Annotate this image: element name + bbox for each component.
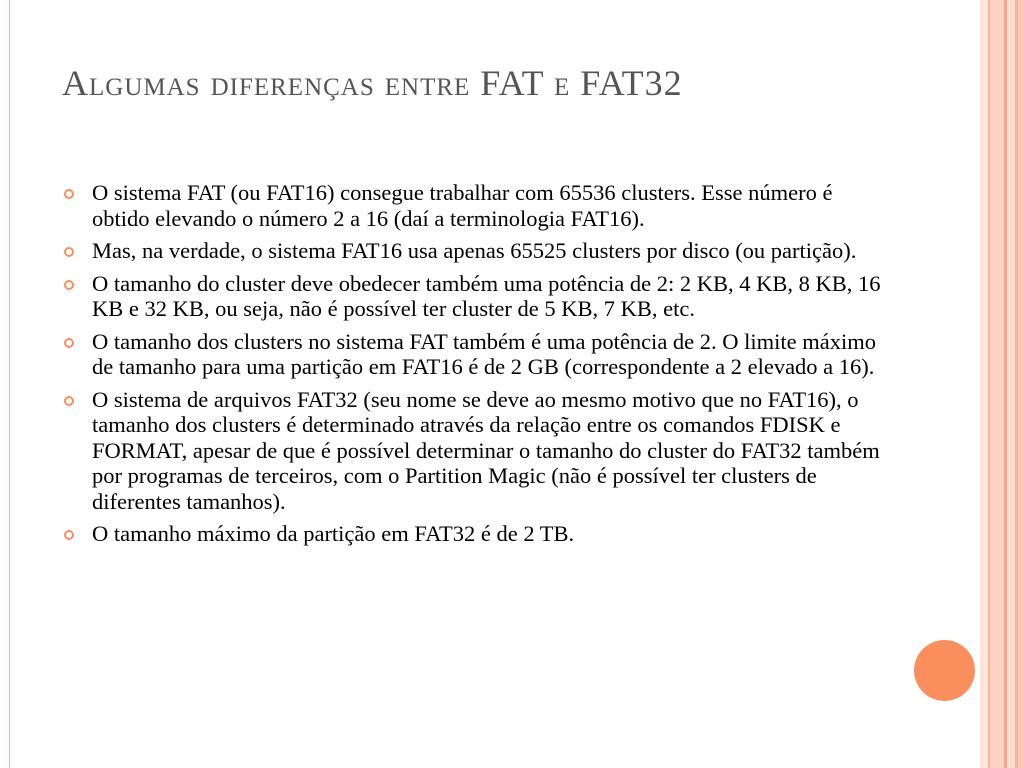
slide-title: Algumas diferenças entre FAT e FAT32 <box>62 63 683 103</box>
bullet-ring-icon <box>64 280 74 290</box>
bullet-text: O sistema de arquivos FAT32 (seu nome se deve ao mesmo motivo que no FAT16), o tamanho dos clusters é determinado através da relação entre os comandos FDISK e FORMAT, apesar de que é possível determinar o tamanho do cluster do FAT32 também por programas de terceiros, com o Partition Magic (não é possível ter clusters de diferentes tamanhos). <box>92 386 880 514</box>
bullet-ring-icon <box>64 530 74 540</box>
decorative-circle <box>914 640 975 701</box>
bullet-text: Mas, na verdade, o sistema FAT16 usa apenas 65525 clusters por disco (ou partição). <box>92 238 857 263</box>
bullet-text: O sistema FAT (ou FAT16) consegue trabalhar com 65536 clusters. Esse número é obtido elevando o número 2 a 16 (daí a terminologia FAT16). <box>92 180 833 231</box>
bullet-text: O tamanho máximo da partição em FAT32 é de 2 TB. <box>92 521 575 546</box>
bullet-item <box>62 387 882 515</box>
stripe <box>980 0 988 768</box>
bullet-item <box>62 238 882 264</box>
bullet-ring-icon <box>64 338 74 348</box>
bullet-text: O tamanho dos clusters no sistema FAT também é uma potência de 2. O limite máximo de tamanho para uma partição em FAT16 é de 2 GB (correspondente a 2 elevado a 16). <box>92 328 877 379</box>
bullet-ring-icon <box>64 189 74 199</box>
stripe <box>1007 0 1015 768</box>
bullet-ring-icon <box>64 247 74 257</box>
bullet-item <box>62 521 882 547</box>
decorative-stripes <box>980 0 1024 768</box>
bullet-item <box>62 271 882 322</box>
left-border-line <box>9 0 10 768</box>
bullet-item <box>62 180 882 231</box>
bullet-ring-icon <box>64 396 74 406</box>
bullet-text: O tamanho do cluster deve obedecer também uma potência de 2: 2 KB, 4 KB, 8 KB, 16 KB e 32 KB, ou seja, não é possível ter cluster de 5 KB, 7 KB, etc. <box>92 270 881 321</box>
bullet-list <box>62 180 882 554</box>
bullet-item <box>62 329 882 380</box>
stripe <box>1018 0 1024 768</box>
stripe <box>990 0 1004 768</box>
